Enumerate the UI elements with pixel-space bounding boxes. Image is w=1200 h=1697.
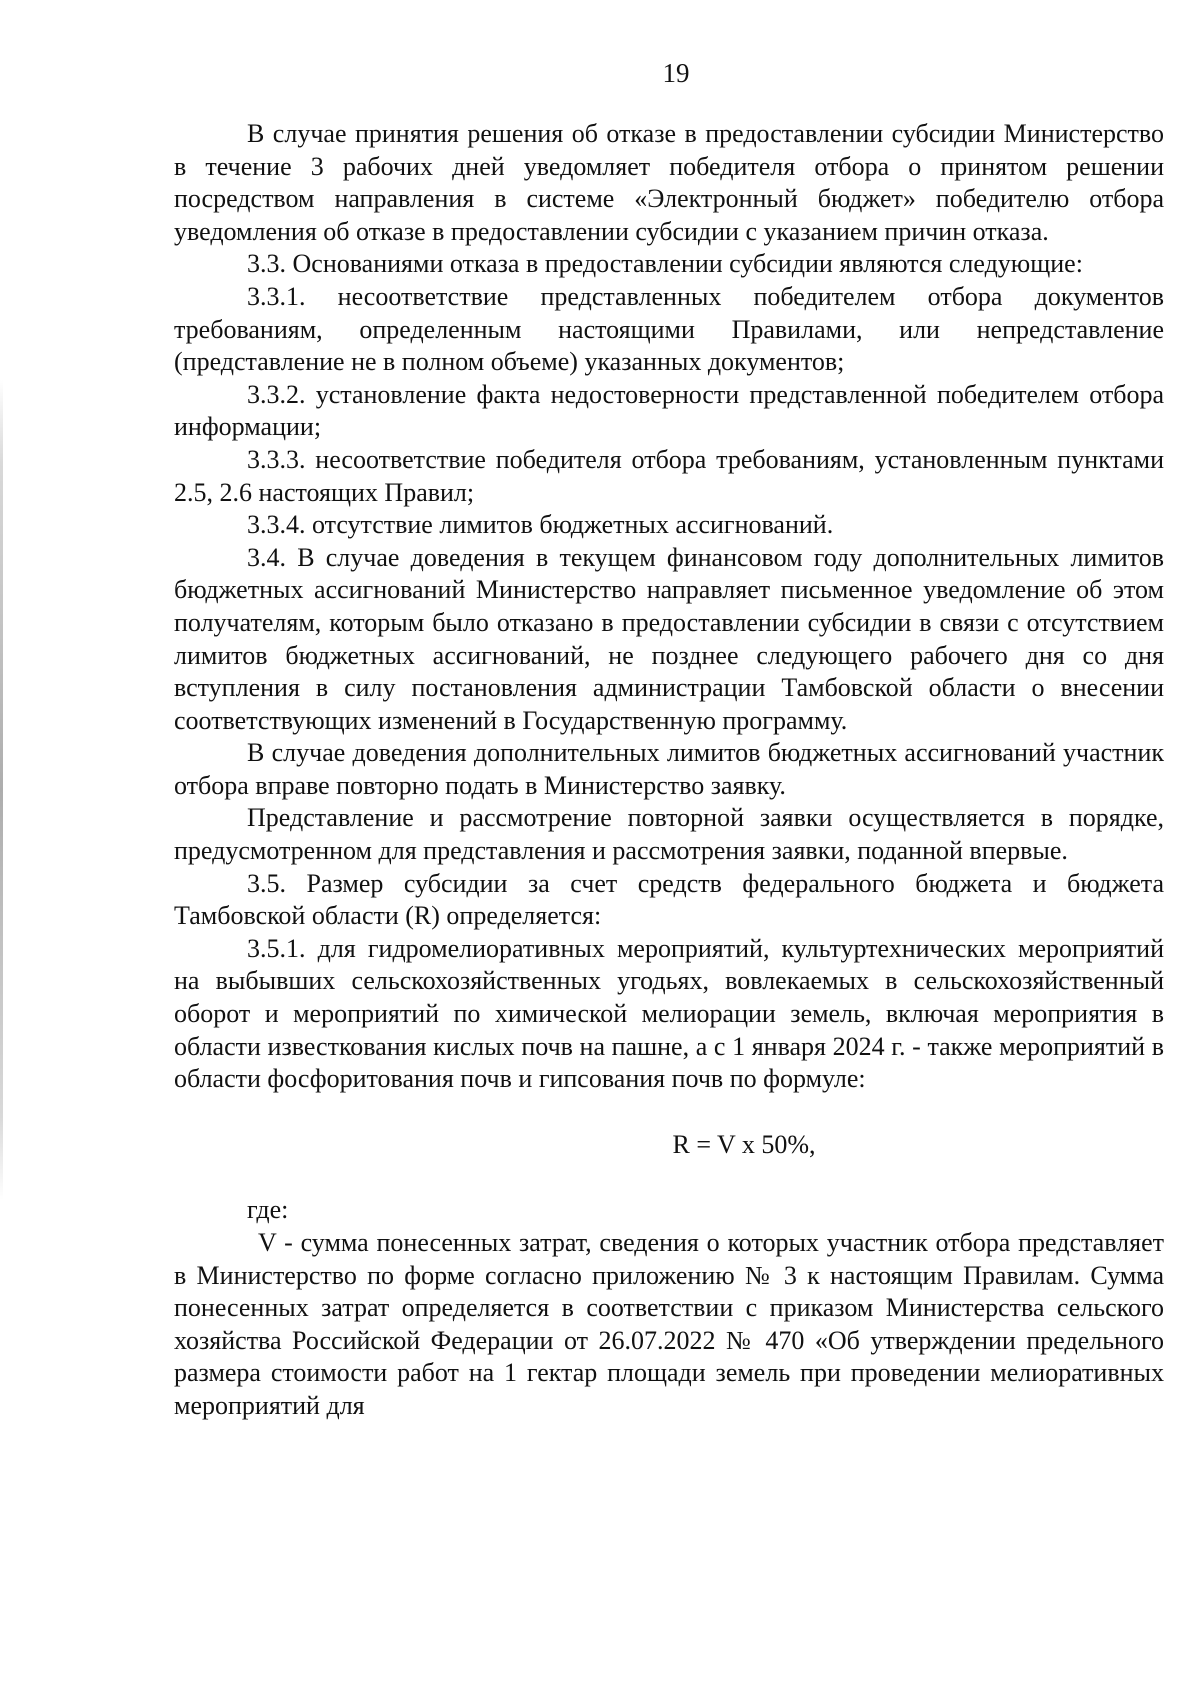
subsidy-formula: R = V x 50%, bbox=[672, 1129, 816, 1159]
paragraph-refusal-notice: В случае принятия решения об отказе в предоставлении субсидии Министерство в течение 3 рабочих дней уведомляет победителя отбора о принятом решении посредством направления в системе «Электронный бюджет» победителю отбора уведомления об отказе в предоставлении субсидии с указанием причин отказа. bbox=[174, 119, 1164, 246]
paragraph-3-3-4: 3.3.4. отсутствие лимитов бюджетных ассигнований. bbox=[247, 510, 834, 540]
page-number: 19 bbox=[662, 58, 690, 88]
paragraph-3-5-1: 3.5.1. для гидромелиоративных мероприятий, культуртехнических мероприятий на выбывших сельскохозяйственных угодьях, вовлекаемых в сельскохозяйственный оборот и мероприятий по химической мелиорации земель, включая мероприятия в области известкования кислых почв на пашне, а с 1 января 2024 г. - также мероприятий в области фосфоритования почв и гипсования почв по формуле: bbox=[174, 933, 1164, 1094]
paragraph-3-3: 3.3. Основаниями отказа в предоставлении субсидии являются следующие: bbox=[247, 249, 1083, 279]
paragraph-3-3-2: 3.3.2. установление факта недостоверности представленной победителем отбора информации; bbox=[174, 379, 1164, 442]
scan-edge-shadow bbox=[0, 380, 3, 1200]
paragraph-v-definition: V - сумма понесенных затрат, сведения о которых участник отбора представляет в Министерство по форме согласно приложению № 3 к настоящим Правилам. Сумма понесенных затрат определяется в соответствии с приказом Министерства сельского хозяйства Российской Федерации от 26.07.2022 № 470 «Об утверждении предельного размера стоимости работ на 1 гектар площади земель при проведении мелиоративных мероприятий для bbox=[174, 1228, 1164, 1420]
paragraph-3-3-1: 3.3.1. несоответствие представленных победителем отбора документов требованиям, определенным настоящими Правилами, или непредставление (представление не в полном объеме) указанных документов; bbox=[174, 281, 1164, 377]
where-label: где: bbox=[247, 1195, 289, 1225]
paragraph-3-4: 3.4. В случае доведения в текущем финансовом году дополнительных лимитов бюджетных ассигнований Министерство направляет письменное уведомление об этом получателям, которым было отказано в предоставлении субсидии в связи с отсутствием лимитов бюджетных ассигнований, не позднее следующего рабочего дня со дня вступления в силу постановления администрации Тамбовской области о внесении соответствующих изменений в Государственную программу. bbox=[174, 542, 1164, 735]
document-body bbox=[174, 118, 1164, 1423]
paragraph-repeat-application: Представление и рассмотрение повторной заявки осуществляется в порядке, предусмотренном для представления и рассмотрения заявки, поданной впервые. bbox=[174, 803, 1164, 866]
paragraph-3-3-3: 3.3.3. несоответствие победителя отбора требованиям, установленным пунктами 2.5, 2.6 настоящих Правил; bbox=[174, 444, 1164, 507]
paragraph-additional-limits: В случае доведения дополнительных лимитов бюджетных ассигнований участник отбора вправе повторно подать в Министерство заявку. bbox=[174, 738, 1164, 800]
paragraph-3-5: 3.5. Размер субсидии за счет средств федерального бюджета и бюджета Тамбовской области (R) определяется: bbox=[174, 868, 1164, 931]
